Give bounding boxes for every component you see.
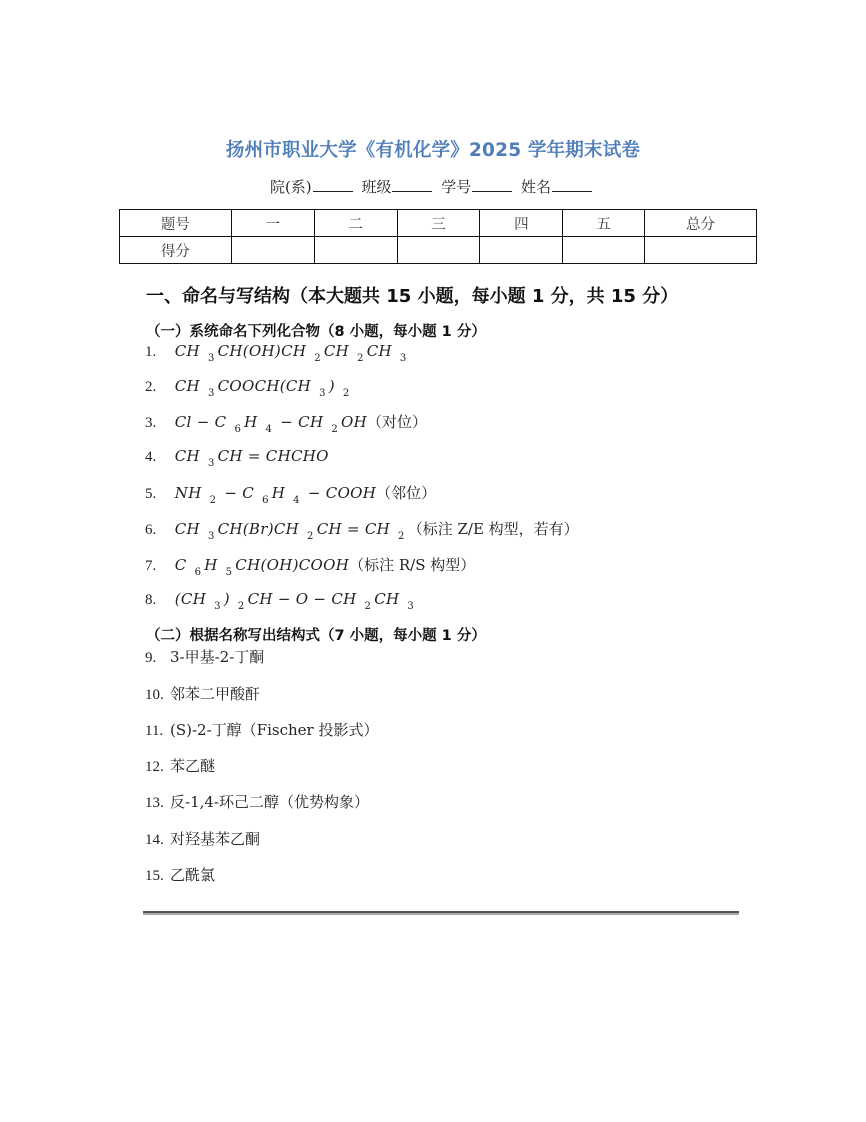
chemical-formula: CH $_3$ CH(Br)CH $_2$ CH = CH $_2$: [174, 520, 405, 542]
question-text: 乙酰氯: [170, 866, 216, 884]
question-8: [145, 590, 417, 612]
info-label-department: 院(系): [269, 178, 312, 196]
info-label-student-id: 学号: [441, 178, 472, 196]
question-7: [145, 554, 475, 578]
score-cell: [397, 237, 480, 264]
question-number: 10.: [145, 687, 164, 703]
question-number: 8.: [145, 592, 157, 608]
score-row-label: 得分: [120, 237, 232, 264]
chemical-formula: CH $_3$ CH(OH)CH $_2$ CH $_2$ CH $_3$: [174, 342, 407, 364]
name-blank[interactable]: [552, 177, 592, 192]
score-cell: [645, 237, 757, 264]
question-3: [145, 411, 427, 435]
question-number: 5.: [145, 486, 157, 502]
score-cell: [563, 237, 645, 264]
student-info-line: [0, 176, 866, 197]
question-number: 3.: [145, 415, 157, 431]
chemical-formula: C $_6$ H $_5$ CH(OH)COOH: [174, 556, 350, 578]
header-cell: 二: [314, 210, 397, 237]
horizontal-divider: [143, 911, 739, 915]
header-cell: 题号: [120, 210, 232, 237]
exam-title: 扬州市职业大学《有机化学》2025 学年期末试卷: [225, 140, 641, 161]
question-note: （邻位）: [376, 484, 437, 502]
question-9: [145, 646, 264, 667]
question-5: [145, 482, 436, 506]
department-blank[interactable]: [313, 177, 353, 192]
section-heading: 一、命名与写结构（本大题共 15 小题，每小题 1 分，共 15 分）: [146, 286, 679, 307]
info-label-name: 姓名: [521, 178, 552, 196]
question-11: [145, 719, 378, 740]
score-table-score-row: [120, 237, 757, 264]
chemical-formula: Cl − C $_6$ H $_4$ − CH $_2$ OH: [174, 413, 367, 435]
question-15: [145, 864, 215, 885]
question-10: [145, 683, 260, 704]
chemical-formula: NH $_2$ − C $_6$ H $_4$ − COOH: [174, 484, 377, 506]
question-14: [145, 828, 260, 849]
question-number: 9.: [145, 650, 157, 666]
question-number: 15.: [145, 868, 164, 884]
info-label-class: 班级: [361, 178, 392, 196]
score-cell: [314, 237, 397, 264]
question-note: （标注 Z/E 构型，若有）: [407, 520, 579, 538]
score-table: [119, 209, 757, 264]
score-cell: [231, 237, 314, 264]
question-text: (S)-2-丁醇（Fischer 投影式）: [170, 721, 379, 739]
question-note: （标注 R/S 构型）: [349, 556, 476, 574]
question-1: [145, 342, 410, 364]
question-6: [145, 518, 579, 542]
question-number: 4.: [145, 449, 157, 465]
header-cell: 三: [397, 210, 480, 237]
question-text: 3-甲基-2-丁酮: [170, 648, 265, 666]
score-cell: [480, 237, 563, 264]
question-text: 反-1,4-环己二醇（优势构象）: [170, 793, 369, 811]
part1-heading: （一）系统命名下列化合物（8 小题，每小题 1 分）: [146, 324, 486, 340]
question-text: 邻苯二甲酸酐: [170, 685, 261, 703]
header-cell: 五: [563, 210, 645, 237]
question-number: 1.: [145, 344, 157, 360]
question-number: 13.: [145, 795, 164, 811]
question-number: 14.: [145, 832, 164, 848]
part2-heading: （二）根据名称写出结构式（7 小题，每小题 1 分）: [146, 628, 486, 644]
question-text: 苯乙醚: [170, 757, 216, 775]
question-4: [145, 447, 329, 469]
question-number: 7.: [145, 558, 157, 574]
question-2: [145, 377, 353, 399]
question-13: [145, 791, 369, 812]
student-id-blank[interactable]: [472, 177, 512, 192]
score-table-header-row: [120, 210, 757, 237]
question-number: 12.: [145, 759, 164, 775]
chemical-formula: (CH $_3$ ) $_2$ CH − O − CH $_2$ CH $_3$: [174, 590, 415, 612]
question-number: 6.: [145, 522, 157, 538]
chemical-formula: CH $_3$ COOCH(CH $_3$ ) $_2$: [174, 377, 350, 399]
question-number: 11.: [145, 723, 164, 739]
question-12: [145, 755, 215, 776]
header-cell: 一: [231, 210, 314, 237]
question-note: （对位）: [367, 413, 428, 431]
chemical-formula: CH $_3$ CH = CHCHO: [174, 447, 329, 469]
header-cell: 四: [480, 210, 563, 237]
question-text: 对羟基苯乙酮: [170, 830, 261, 848]
question-number: 2.: [145, 379, 157, 395]
header-cell: 总分: [645, 210, 757, 237]
class-blank[interactable]: [392, 177, 432, 192]
